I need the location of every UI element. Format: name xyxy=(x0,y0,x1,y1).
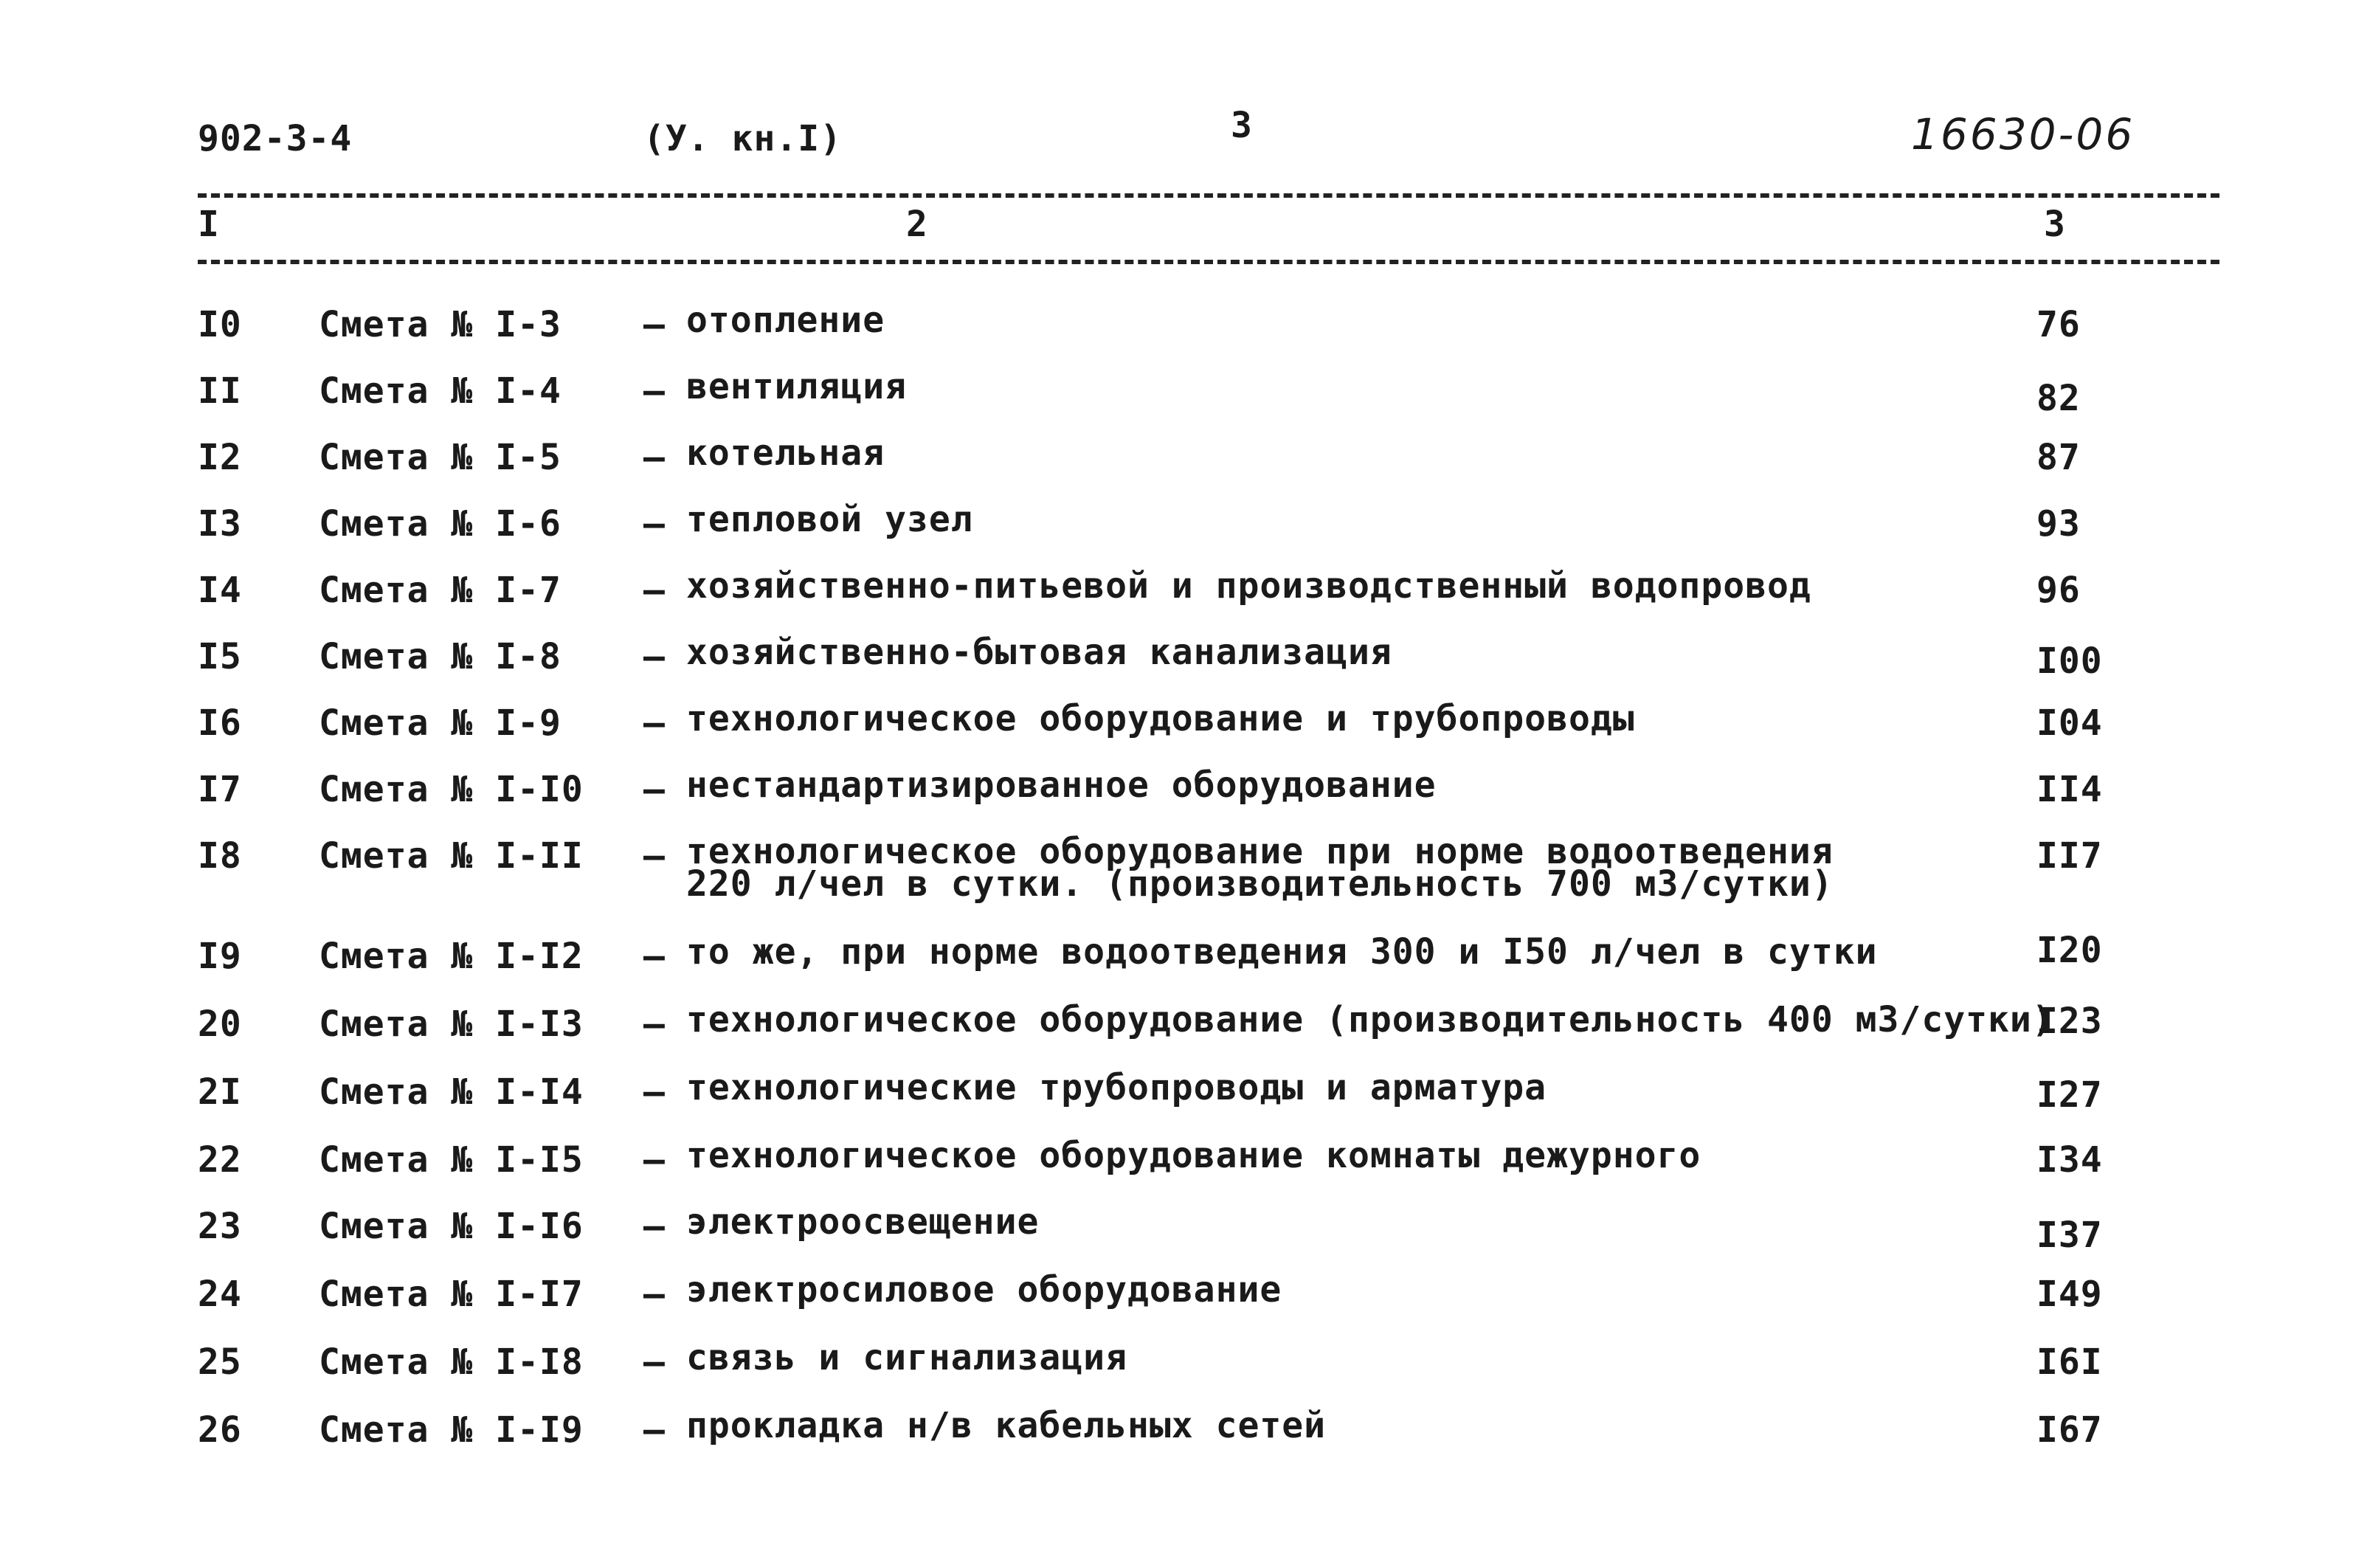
row-description: технологическое оборудование (производительность 400 м3/сутки) xyxy=(686,999,2054,1040)
row-page: 96 xyxy=(2036,570,2081,611)
row-dash: – xyxy=(643,1206,666,1247)
table-row xyxy=(0,632,2353,682)
estimate-code: Смета № I-II xyxy=(319,835,584,877)
row-page: I23 xyxy=(2036,1001,2103,1042)
row-page: 93 xyxy=(2036,503,2081,545)
row-page: I04 xyxy=(2036,702,2103,744)
table-row xyxy=(0,1405,2353,1454)
row-page: I6I xyxy=(2036,1341,2103,1383)
row-dash: – xyxy=(643,437,666,478)
row-number: I8 xyxy=(198,835,242,877)
row-dash: – xyxy=(643,936,666,977)
row-page: I37 xyxy=(2036,1215,2103,1256)
row-dash: – xyxy=(643,570,666,611)
column-header-2: 2 xyxy=(906,204,928,245)
table-row xyxy=(0,764,2353,813)
estimate-code: Смета № I-I6 xyxy=(319,1206,584,1247)
row-description: электроосвещение xyxy=(686,1201,1040,1243)
row-number: II xyxy=(198,370,242,412)
header-bottom-dashed-rule xyxy=(198,260,2219,264)
row-page: I49 xyxy=(2036,1274,2103,1315)
row-description: технологическое оборудование и трубопроводы xyxy=(686,698,1635,739)
estimate-code: Смета № I-I4 xyxy=(319,1071,584,1113)
row-page: II4 xyxy=(2036,769,2103,810)
row-description: технологическое оборудование комнаты дежурного xyxy=(686,1135,1701,1176)
table-row xyxy=(0,499,2353,548)
doc-code: 902-3-4 xyxy=(198,118,353,159)
row-description: хозяйственно-бытовая канализация xyxy=(686,632,1392,673)
row-number: I9 xyxy=(198,936,242,977)
row-description: вентиляция xyxy=(686,366,907,407)
estimate-code: Смета № I-I9 xyxy=(319,1409,584,1451)
estimate-code: Смета № I-I3 xyxy=(319,1004,584,1045)
table-row xyxy=(0,1135,2353,1184)
row-dash: – xyxy=(643,835,666,877)
row-number: 22 xyxy=(198,1139,242,1181)
row-dash: – xyxy=(643,1071,666,1113)
row-description: электросиловое оборудование xyxy=(686,1269,1282,1310)
row-dash: – xyxy=(643,1274,666,1315)
estimate-code: Смета № I-I8 xyxy=(319,1341,584,1383)
estimate-code: Смета № I-I0 xyxy=(319,769,584,810)
row-dash: – xyxy=(643,1004,666,1045)
row-number: I2 xyxy=(198,437,242,478)
row-page: I34 xyxy=(2036,1139,2103,1181)
row-page: II7 xyxy=(2036,835,2103,877)
row-dash: – xyxy=(643,1139,666,1181)
row-dash: – xyxy=(643,503,666,545)
column-header-3: 3 xyxy=(2044,204,2066,245)
table-row xyxy=(0,831,2353,909)
row-description: котельная xyxy=(686,432,885,474)
table-row xyxy=(0,565,2353,614)
row-number: I6 xyxy=(198,702,242,744)
row-number: I7 xyxy=(198,769,242,810)
top-dashed-rule xyxy=(198,193,2219,198)
row-number: 24 xyxy=(198,1274,242,1315)
estimate-code: Смета № I-I7 xyxy=(319,1274,584,1315)
estimate-code: Смета № I-3 xyxy=(319,304,562,345)
table-row xyxy=(0,300,2353,348)
row-description: связь и сигнализация xyxy=(686,1337,1127,1378)
row-page: 82 xyxy=(2036,378,2081,419)
estimate-code: Смета № I-7 xyxy=(319,570,562,611)
row-number: 26 xyxy=(198,1409,242,1451)
row-description: нестандартизированное оборудование xyxy=(686,764,1437,806)
estimate-code: Смета № I-I2 xyxy=(319,936,584,977)
row-description-continued: 220 л/чел в сутки. (производительность 700 м3/сутки) xyxy=(686,863,1834,905)
row-dash: – xyxy=(643,370,666,412)
row-description: то же, при норме водоотведения 300 и I50 л/чел в сутки xyxy=(686,931,1878,973)
page-number: 3 xyxy=(1231,105,1253,146)
row-number: 23 xyxy=(198,1206,242,1247)
row-page: I67 xyxy=(2036,1409,2103,1451)
column-header-1: I xyxy=(198,204,220,245)
row-page: I20 xyxy=(2036,930,2103,971)
row-number: 20 xyxy=(198,1004,242,1045)
row-number: 25 xyxy=(198,1341,242,1383)
row-description: прокладка н/в кабельных сетей xyxy=(686,1405,1327,1446)
row-description: тепловой узел xyxy=(686,499,973,540)
row-page: I00 xyxy=(2036,640,2103,682)
row-number: I3 xyxy=(198,503,242,545)
row-page: I27 xyxy=(2036,1074,2103,1116)
estimate-code: Смета № I-4 xyxy=(319,370,562,412)
row-dash: – xyxy=(643,769,666,810)
row-number: I4 xyxy=(198,570,242,611)
row-description: отопление xyxy=(686,300,885,341)
row-number: 2I xyxy=(198,1071,242,1113)
table-row xyxy=(0,366,2353,419)
row-dash: – xyxy=(643,304,666,345)
row-dash: – xyxy=(643,1341,666,1383)
row-number: I0 xyxy=(198,304,242,345)
table-row xyxy=(0,698,2353,747)
row-description: хозяйственно-питьевой и производственный водопровод xyxy=(686,565,1811,607)
table-row xyxy=(0,1269,2353,1318)
table-row xyxy=(0,999,2353,1048)
table-row xyxy=(0,1067,2353,1116)
estimate-code: Смета № I-I5 xyxy=(319,1139,584,1181)
estimate-code: Смета № I-5 xyxy=(319,437,562,478)
table-row xyxy=(0,1337,2353,1386)
estimate-code: Смета № I-9 xyxy=(319,702,562,744)
row-dash: – xyxy=(643,1409,666,1451)
volume-label: (У. кн.I) xyxy=(643,118,843,159)
row-dash: – xyxy=(643,702,666,744)
row-description: технологические трубопроводы и арматура xyxy=(686,1067,1547,1108)
table-row xyxy=(0,1201,2353,1256)
row-number: I5 xyxy=(198,636,242,677)
row-description: технологическое оборудование при норме водоотведения xyxy=(686,831,1834,872)
row-dash: – xyxy=(643,636,666,677)
archive-number: 16630-06 xyxy=(1911,109,2135,159)
row-page: 76 xyxy=(2036,304,2081,345)
table-row xyxy=(0,930,2353,980)
table-row xyxy=(0,432,2353,481)
estimate-code: Смета № I-8 xyxy=(319,636,562,677)
row-page: 87 xyxy=(2036,437,2081,478)
estimate-code: Смета № I-6 xyxy=(319,503,562,545)
